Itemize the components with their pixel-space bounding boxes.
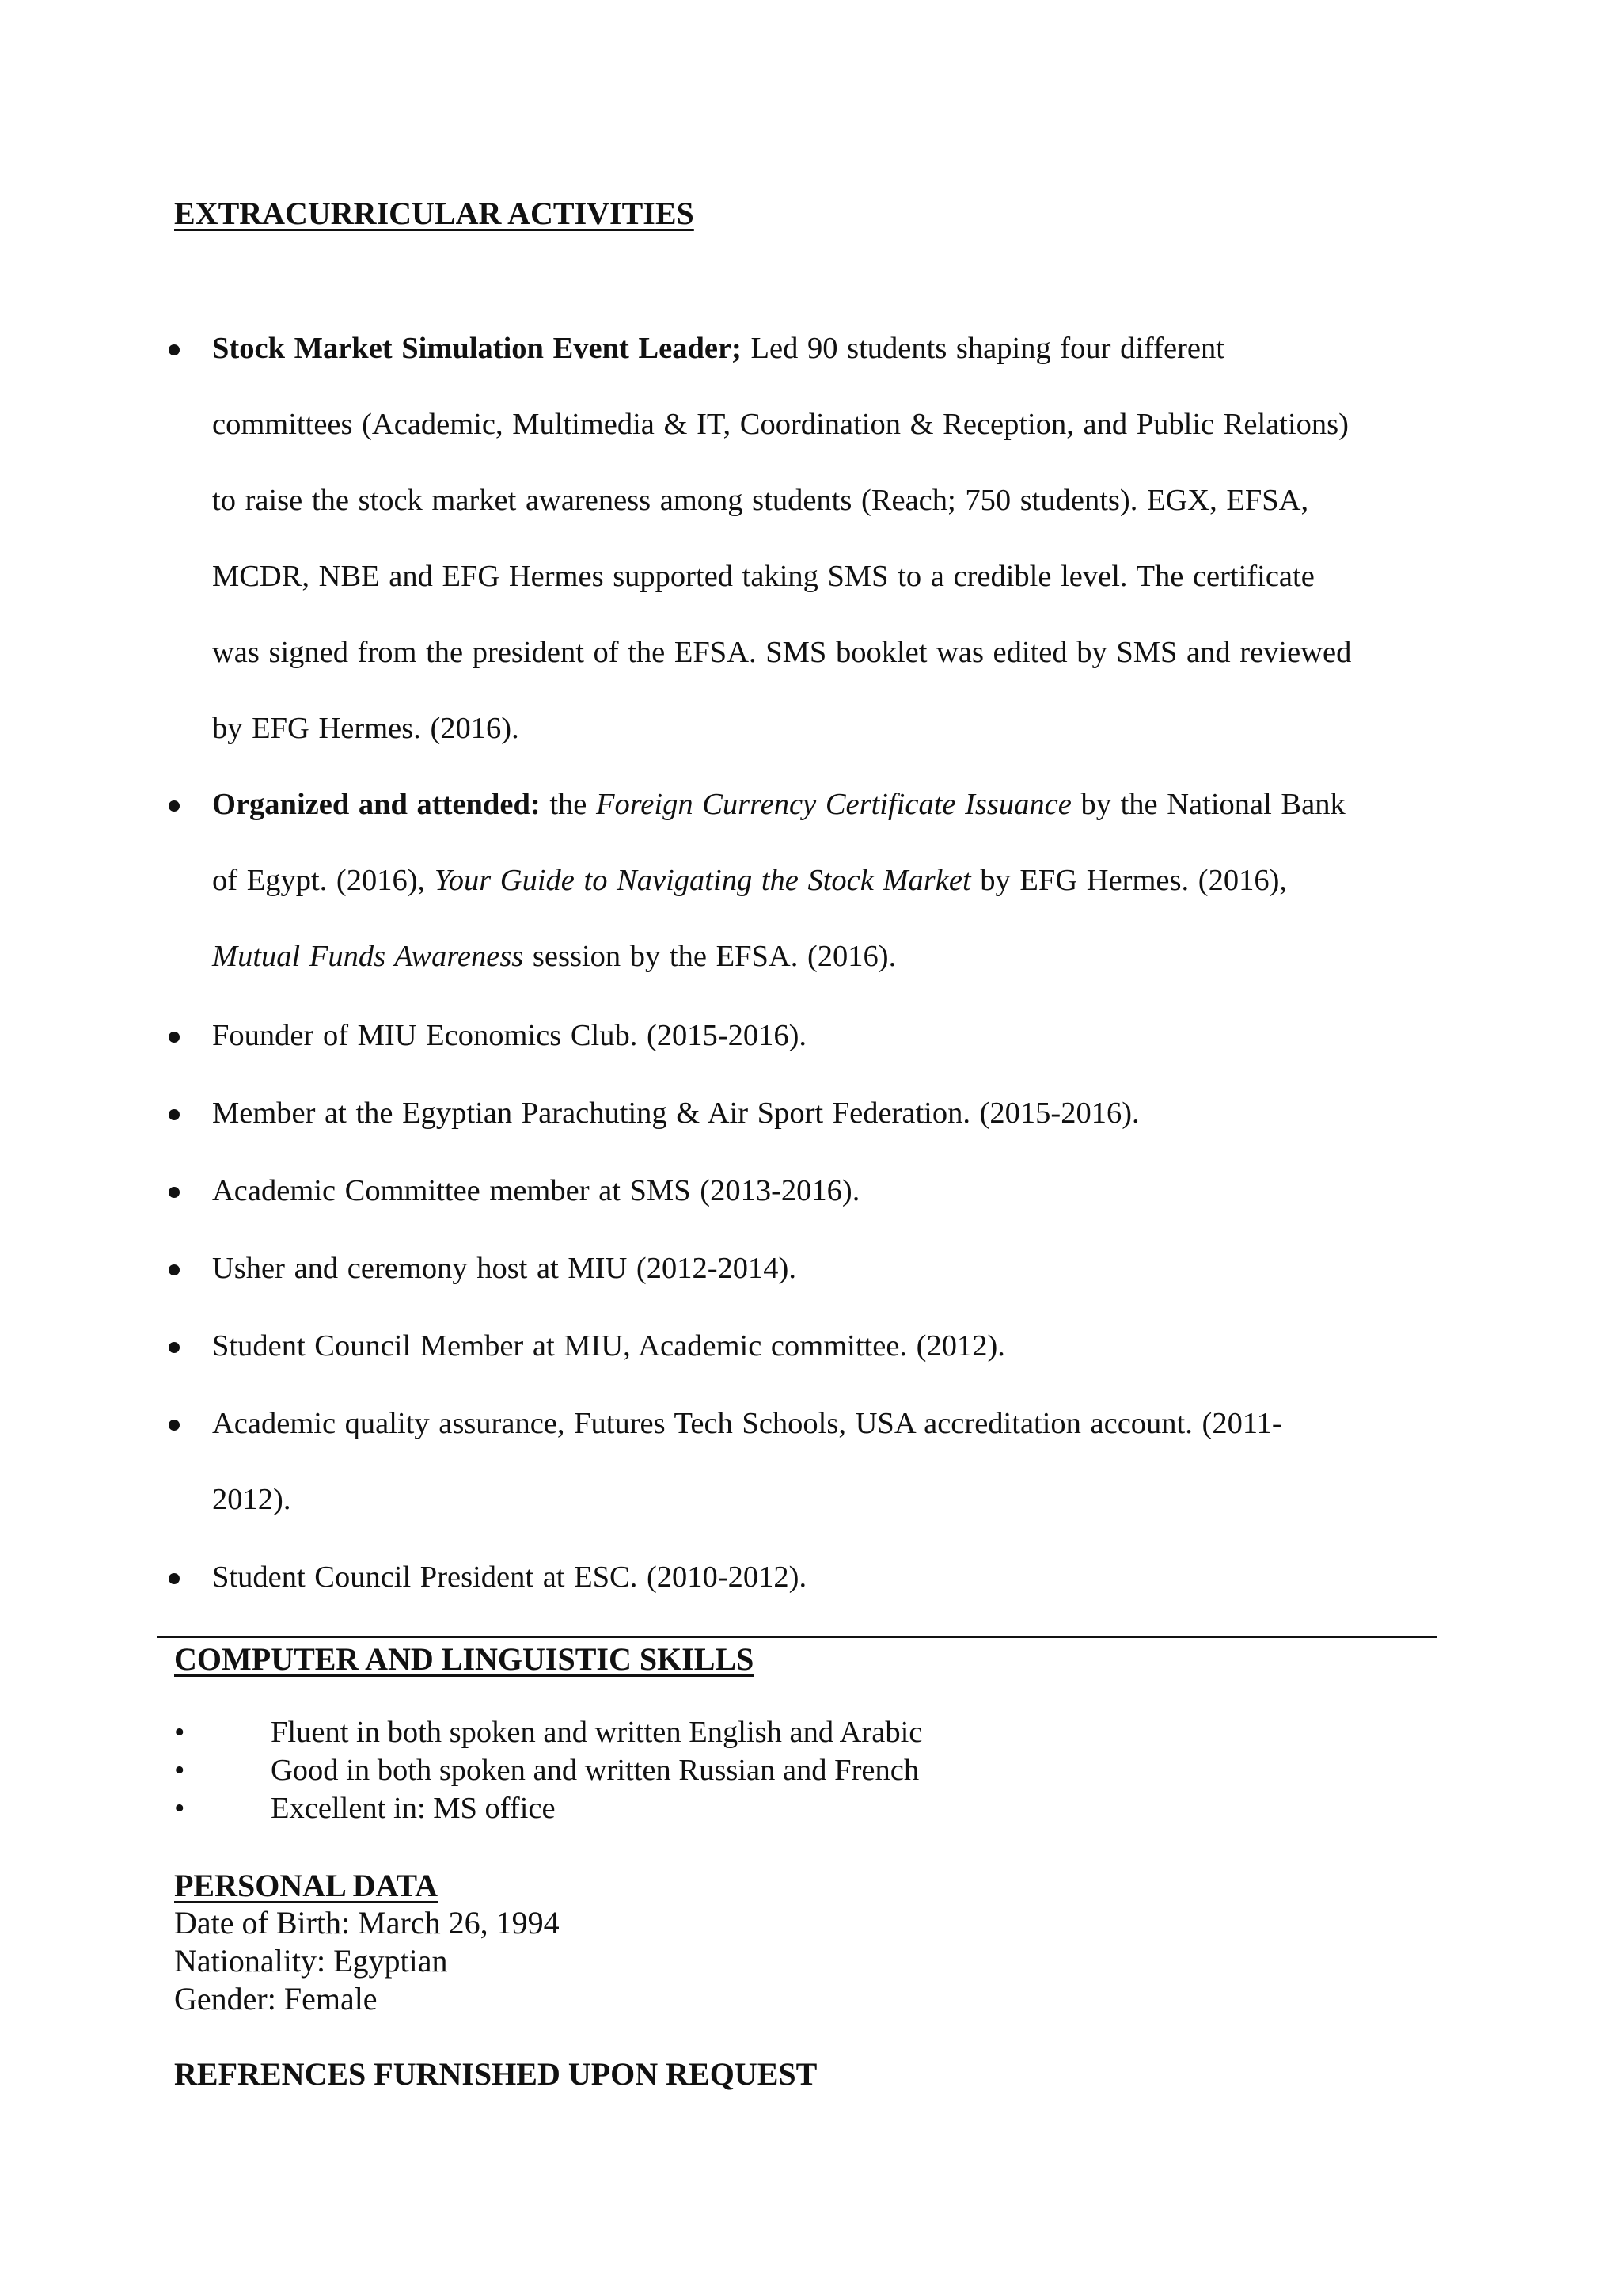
- item-text: committees (Academic, Multimedia & IT, Coordination & Reception, and Public Relations): [212, 408, 1349, 441]
- item-text: by EFG Hermes. (2016).: [212, 712, 519, 745]
- list-item: [212, 1153, 1431, 1229]
- item-text: Member at the Egyptian Parachuting & Air Sport Federation. (2015-2016).: [212, 1097, 1140, 1130]
- item-text: 2012).: [212, 1483, 291, 1516]
- list-item: [212, 1230, 1431, 1306]
- nationality: Nationality: Egyptian: [174, 1943, 448, 1979]
- list-item: [212, 310, 1431, 766]
- item-title: Foreign Currency Certificate Issuance: [595, 788, 1072, 821]
- skills-heading: COMPUTER AND LINGUISTIC SKILLS: [174, 1641, 754, 1677]
- item-text: by EFG Hermes. (2016),: [970, 864, 1288, 897]
- list-item: [212, 998, 1431, 1074]
- skill-item: [174, 1789, 556, 1827]
- item-text: session by the EFSA. (2016).: [523, 940, 897, 973]
- item-text: of Egypt. (2016),: [212, 864, 435, 897]
- item-title: Mutual Funds Awareness: [212, 940, 524, 973]
- bullet-icon: [169, 1420, 180, 1431]
- item-text: by the National Bank: [1071, 788, 1346, 821]
- item-text: Student Council President at ESC. (2010-2012).: [212, 1560, 807, 1594]
- item-text: Academic Committee member at SMS (2013-2016).: [212, 1174, 860, 1207]
- skill-item: [174, 1713, 922, 1751]
- item-text: MCDR, NBE and EFG Hermes supported taking SMS to a credible level. The certificate: [212, 560, 1315, 593]
- list-item: [212, 766, 1431, 994]
- section-divider: [157, 1636, 1437, 1638]
- bullet-icon: [169, 1264, 180, 1275]
- item-text: Founder of MIU Economics Club. (2015-2016).: [212, 1019, 807, 1052]
- item-text: Usher and ceremony host at MIU (2012-2014).: [212, 1252, 796, 1285]
- bullet-icon: [169, 1109, 180, 1120]
- bullet-icon: [169, 344, 180, 355]
- bullet-icon: •: [174, 1792, 185, 1825]
- bullet-icon: [169, 1032, 180, 1043]
- skill-item: [174, 1751, 919, 1789]
- skill-text: Fluent in both spoken and written English and Arabic: [271, 1716, 923, 1749]
- bullet-icon: [169, 1573, 180, 1584]
- extracurricular-heading: EXTRACURRICULAR ACTIVITIES: [174, 196, 694, 231]
- bullet-icon: [169, 1342, 180, 1353]
- item-text: to raise the stock market awareness among students (Reach; 750 students). EGX, EFSA,: [212, 484, 1309, 517]
- item-text: Student Council Member at MIU, Academic committee. (2012).: [212, 1329, 1005, 1363]
- personal-data-heading: PERSONAL DATA: [174, 1868, 438, 1903]
- item-text: Led 90 students shaping four different: [741, 332, 1224, 365]
- skill-text: Excellent in: MS office: [271, 1792, 556, 1825]
- bullet-icon: •: [174, 1754, 185, 1787]
- item-title: Your Guide to Navigating the Stock Market: [434, 864, 971, 897]
- item-lead: Stock Market Simulation Event Leader;: [212, 332, 742, 365]
- skill-text: Good in both spoken and written Russian and French: [271, 1754, 920, 1787]
- date-of-birth: Date of Birth: March 26, 1994: [174, 1905, 560, 1941]
- bullet-icon: •: [174, 1716, 185, 1749]
- list-item: [212, 1075, 1431, 1151]
- item-text: the: [540, 788, 596, 821]
- item-text: Academic quality assurance, Futures Tech Schools, USA accreditation account. (2011-: [212, 1407, 1282, 1440]
- gender: Gender: Female: [174, 1981, 378, 2017]
- list-item: [212, 1308, 1431, 1384]
- list-item: [212, 1539, 1431, 1615]
- bullet-icon: [169, 1187, 180, 1198]
- bullet-icon: [169, 800, 180, 812]
- item-text: was signed from the president of the EFSA. SMS booklet was edited by SMS and reviewed: [212, 636, 1352, 669]
- list-item: [212, 1386, 1431, 1538]
- item-lead: Organized and attended:: [212, 788, 541, 821]
- references-heading: REFRENCES FURNISHED UPON REQUEST: [174, 2056, 818, 2092]
